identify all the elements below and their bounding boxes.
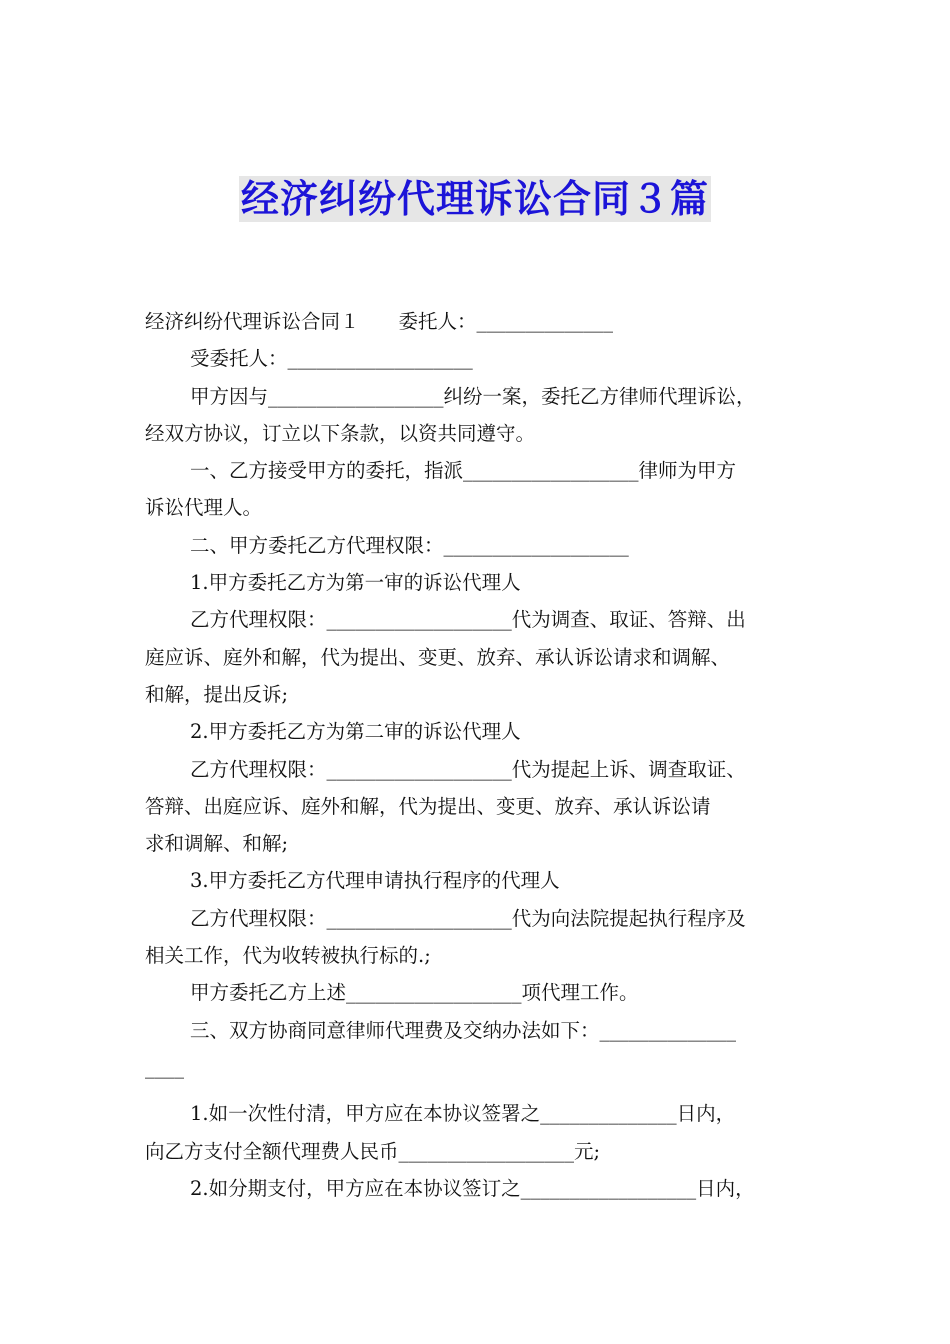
paragraph-line: 经济纠纷代理诉讼合同１ 委托人：______________ bbox=[145, 310, 614, 333]
paragraph-line: 乙方代理权限：___________________代为调查、取证、答辩、出 bbox=[190, 608, 746, 632]
paragraph-line: 1.甲方委托乙方为第一审的诉讼代理人 bbox=[190, 571, 521, 595]
paragraph-gap bbox=[145, 1086, 817, 1095]
title-container bbox=[0, 176, 950, 222]
document-body bbox=[145, 303, 817, 1207]
paragraph-line: 1.如一次性付清，甲方应在本协议签署之______________日内， bbox=[190, 1102, 736, 1126]
paragraph-line: 诉讼代理人。 bbox=[145, 496, 263, 520]
paragraph-line: 乙方代理权限：___________________代为提起上诉、调查取证、 bbox=[190, 757, 746, 781]
paragraph-line: 2.如分期支付，甲方应在本协议签订之__________________日内， bbox=[190, 1176, 755, 1200]
paragraph-line: 乙方代理权限：___________________代为向法院提起执行程序及 bbox=[190, 906, 746, 930]
paragraph-line: 甲方委托乙方上述__________________项代理工作。 bbox=[190, 981, 639, 1005]
paragraph-line: 向乙方支付全额代理费人民币__________________元; bbox=[145, 1139, 601, 1163]
paragraph-line: 经双方协议，订立以下条款，以资共同遵守。 bbox=[145, 421, 536, 445]
paragraph-line: 和解，提出反诉; bbox=[145, 682, 289, 706]
paragraph-line: 甲方因与__________________纠纷一案，委托乙方律师代理诉讼， bbox=[190, 384, 756, 408]
paragraph-line: 一、乙方接受甲方的委托，指派__________________律师为甲方 bbox=[190, 459, 737, 483]
paragraph-line: 三、双方协商同意律师代理费及交纳办法如下：______________ bbox=[190, 1018, 737, 1042]
paragraph-line: 求和调解、和解; bbox=[145, 832, 289, 856]
paragraph-line: 相关工作，代为收转被执行标的.; bbox=[145, 944, 431, 968]
paragraph-line: 受委托人：___________________ bbox=[190, 347, 473, 371]
paragraph-line: 二、甲方委托乙方代理权限：___________________ bbox=[190, 533, 629, 557]
paragraph-line: 答辩、出庭应诉、庭外和解，代为提出、变更、放弃、承认诉讼请 bbox=[145, 794, 711, 818]
paragraph-line: 3.甲方委托乙方代理申请执行程序的代理人 bbox=[190, 869, 560, 893]
paragraph-line: ____ bbox=[145, 1055, 184, 1079]
document-title: 经济纠纷代理诉讼合同３篇 bbox=[240, 177, 709, 221]
paragraph-line: 2.甲方委托乙方为第二审的诉讼代理人 bbox=[190, 720, 521, 744]
paragraph-line: 庭应诉、庭外和解，代为提出、变更、放弃、承认诉讼请求和调解、 bbox=[145, 645, 731, 669]
